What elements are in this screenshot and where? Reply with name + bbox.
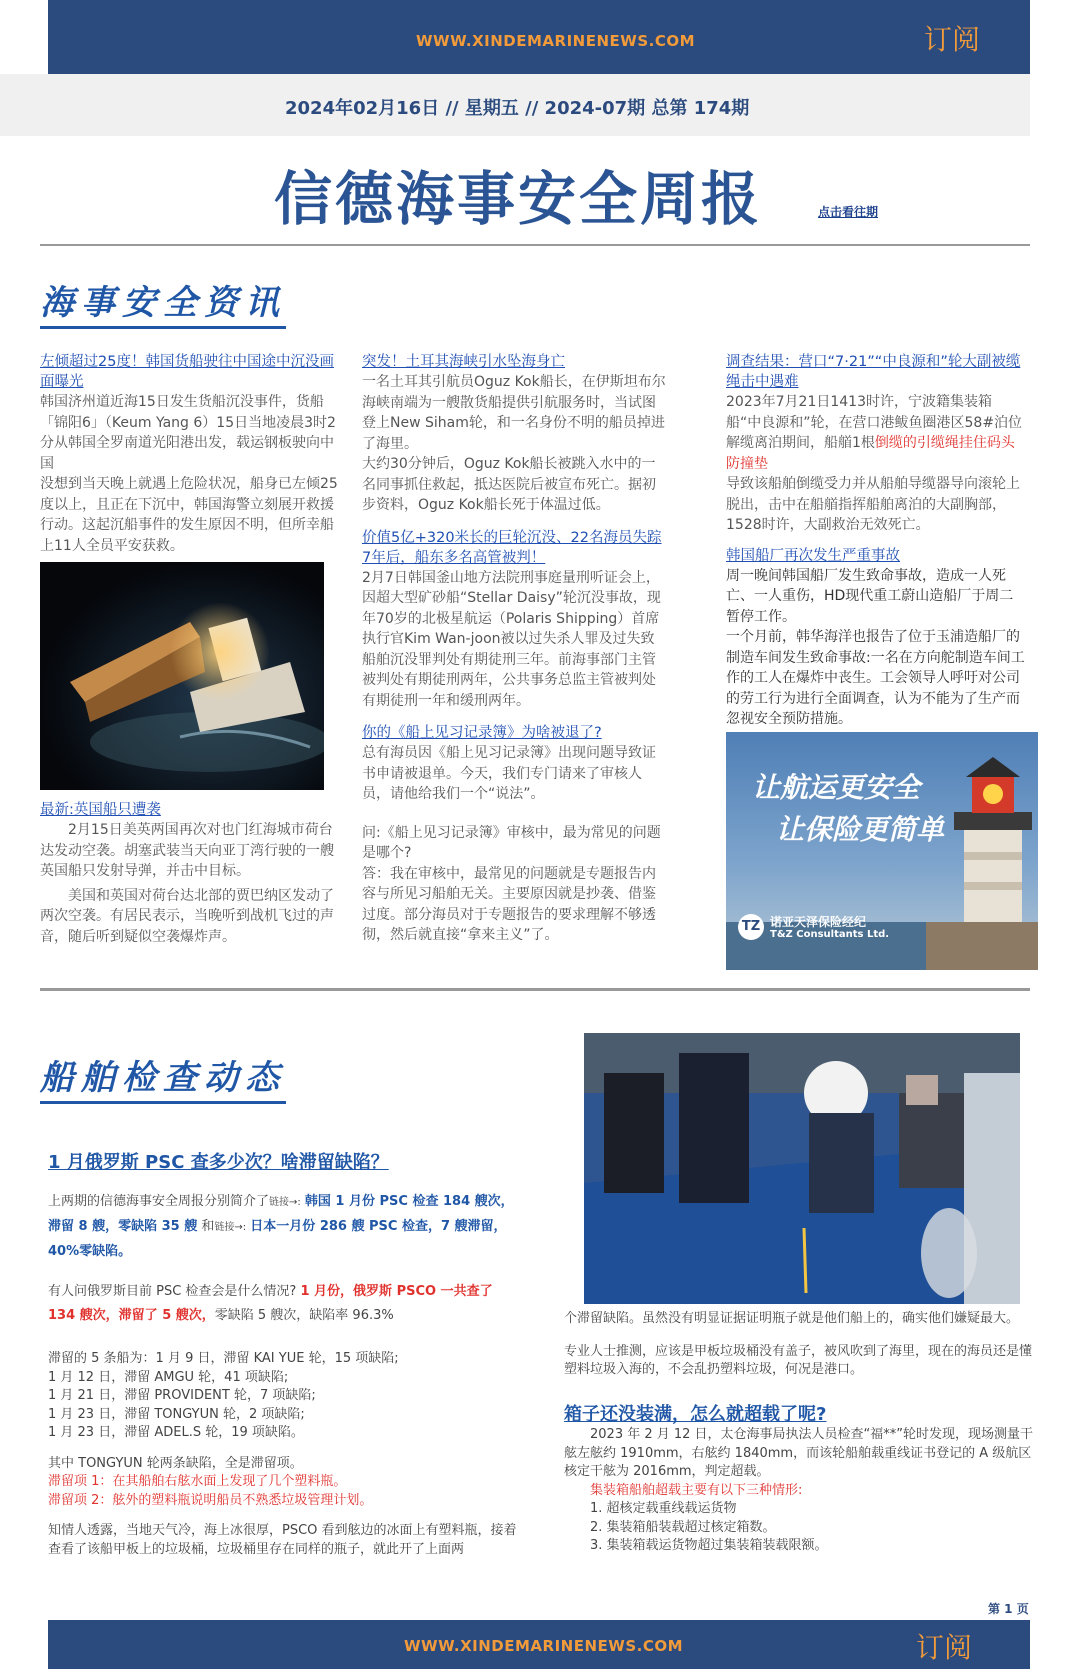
- article-body: 一个月前，韩华海洋也报告了位于玉浦造船厂的制造车间发生致命事故:一名在方向舵制造车间工作的工人在爆炸中丧生。工会领导人呼吁对公司的劳工行为进行全面调查，认为不能为了生产而忽视安全预防措施。: [726, 629, 1025, 727]
- detention-item-1: 滞留项 1：在其船舶右舷水面上发现了几个塑料瓶。: [48, 1474, 347, 1489]
- article-body: 导致该船舶倒缆受力并从船舶导缆器导向滚轮上脱出，击中在船艏指挥船舶离泊的大副胸部，1528时许，大副救治无效死亡。: [726, 476, 1020, 533]
- footer-subscribe-button[interactable]: 订阅: [916, 1631, 973, 1664]
- psc-question-highlight: 1 月份，俄罗斯 PSCO 一共查了 134 艘次，滞留了 5 艘次，: [48, 1284, 493, 1323]
- article-body: 问:《船上见习记录簿》审核中，最为常见的问题是哪个?: [362, 824, 661, 861]
- article-body: 2月7日韩国釜山地方法院刑事庭量刑听证会上，因超大型矿砂船“Stellar Daisy”轮沉没事故，现年70岁的北极星航运（Polaris Shipping）首席执行官Kim Wan-joon被以过失杀人罪及过失致船舶沉没罪判处有期徒刑三年。前海事部门主管被判处有期徒刑两年，公共事务总监主管被判处有期徒刑一年和缓刑两年。: [362, 569, 661, 709]
- article-title-turkey-pilot[interactable]: 突发！土耳其海峡引水坠海身亡: [362, 354, 565, 370]
- header-bar: [48, 0, 1030, 74]
- detained-intro: 滞留的 5 条船为：1 月 9 日，滞留 KAI YUE 轮，15 项缺陷;: [48, 1351, 399, 1366]
- tongyun-note: 其中 TONGYUN 轮两条缺陷，全是滞留项。: [48, 1455, 303, 1471]
- ad-company-cn: 诺亚天泽保险经纪: [770, 915, 867, 929]
- overload-body: [564, 1426, 1034, 1556]
- korea-psc-link[interactable]: 韩国 1 月份 PSC 检查 184 艘次，滞留 8 艘，零缺陷 35 艘: [48, 1194, 514, 1234]
- overload-list-item: 2. 集装箱船装载超过核定箱数。: [590, 1519, 776, 1535]
- expert-speculation: 专业人士推测，应该是甲板垃圾桶没有盖子，被风吹到了海里，现在的海员还是懂塑料垃圾入海的，不会乱扔塑料垃圾，何况是港口。: [564, 1343, 1033, 1377]
- article-body-highlight: 倒缆的引缆绳挂住码头防撞垫: [726, 435, 1015, 472]
- ship-sinking-photo: [40, 562, 324, 790]
- article-body: 周一晚间韩国船厂发生致命事故，造成一人死亡、一人重伤，HD现代重工蔚山造船厂于周二暂停工作。: [726, 567, 1014, 625]
- footer-bar: [48, 1620, 1030, 1669]
- header-url-link[interactable]: WWW.XINDEMARINENEWS.COM: [416, 32, 696, 50]
- article-title-korea-shipyard[interactable]: 韩国船厂再次发生严重事故: [726, 547, 900, 564]
- ad-logo-icon: TZ: [738, 914, 764, 940]
- article-title-yingkou[interactable]: 调查结果：营口“7·21”“中良源和”轮大副被缆绳击中遇难: [726, 354, 1021, 390]
- psc-intro-and: 和: [201, 1219, 215, 1234]
- article-body: 总有海员因《船上见习记录簿》出现问题导致证书申请被退单。今天，我们专门请来了审核人员，请他给我们一个“说法”。: [362, 745, 656, 802]
- inspection-photo: [584, 1033, 1020, 1304]
- overload-list-item: 3. 集装箱载运货物超过集装箱装载限额。: [590, 1538, 828, 1553]
- overload-red-intro: 集装箱船舶超载主要有以下三种情形:: [590, 1482, 803, 1498]
- psc-question-tail: 零缺陷 5 艘次，缺陷率 96.3%: [214, 1308, 394, 1323]
- dateline-band: [0, 74, 1030, 136]
- ad-company-en: T&Z Consultants Ltd.: [770, 929, 890, 940]
- insurance-ad-banner[interactable]: [726, 732, 1038, 970]
- ad-slogan-1: 让航运更安全: [752, 771, 921, 804]
- detained-item: 1 月 21 日，滞留 PROVIDENT 轮，7 项缺陷;: [48, 1388, 316, 1403]
- detained-list: [48, 1350, 518, 1559]
- article-body: 美国和英国对荷台达北部的贾巴纳区发动了两次空袭。有居民表示，当晚听到战机飞过的声音，随后听到疑似空袭爆炸声。: [40, 887, 334, 945]
- japan-psc-link[interactable]: 日本一月份 286 艘 PSC 检查，7 艘滞留，40%零缺陷。: [48, 1219, 507, 1259]
- overload-paragraph: 2023 年 2 月 12 日，太仓海事局执法人员检查“福**”轮时发现，现场测量干舷左舷约 1910mm，右舷约 1840mm，而该轮船舶载重线证书登记的 A 级航区核定干舷为 2016mm，判定超载。: [564, 1427, 1034, 1479]
- informant-story: 知情人透露，当地天气冷，海上冰很厚，PSCO 看到舷边的冰面上有塑料瓶，接着查看了该船甲板上的垃圾桶，垃圾桶里存在同样的瓶子，就此开了上面两: [48, 1523, 517, 1557]
- column-1-bottom: [40, 800, 343, 947]
- header-subscribe-button[interactable]: 订阅: [924, 23, 981, 56]
- psc-intro-text: 上两期的信德海事安全周报分别简介了: [48, 1194, 270, 1209]
- ad-slogan-2: 让保险更简单: [776, 813, 945, 846]
- column-3: [726, 352, 1026, 730]
- divider-top: [40, 244, 1030, 246]
- article-body: [726, 392, 1026, 474]
- article-title-russia-psc[interactable]: 1 月俄罗斯 PSC 查多少次？啥滞留缺陷？: [48, 1152, 389, 1173]
- archive-link[interactable]: 点击看往期: [818, 205, 879, 219]
- article-body-part: 2023年7月21日1413时许，宁波籍集装箱船“中良源和”轮，在营口港鲅鱼圈港区58#泊位解缆离泊期间，船艏1根: [726, 394, 1023, 451]
- detained-item: 1 月 23 日，滞留 ADEL.S 轮，19 项缺陷。: [48, 1425, 304, 1440]
- right-column-text: [564, 1310, 1034, 1380]
- detained-item: 1 月 12 日，滞留 AMGU 轮，41 项缺陷;: [48, 1369, 289, 1385]
- article-body: 2月15日美英两国再次对也门红海城市荷台达发动空袭。胡塞武装当天向亚丁湾行驶的一艘英国船只发射导弹，并击中目标。: [40, 822, 334, 879]
- article-title-overload[interactable]: 箱子还没装满，怎么就超载了呢?: [564, 1404, 827, 1425]
- psc-question: [48, 1280, 518, 1328]
- dateline: 2024年02月16日 // 星期五 // 2024-07期 总第 174期: [285, 98, 750, 119]
- article-body: 韩国济州道近海15日发生货船沉没事件，货船「锦阳6」（Keum Yang 6）15日当地凌晨3时2分从韩国全罗南道光阳港出发，载运钢板驶向中国: [40, 394, 336, 472]
- article-body: 大约30分钟后，Oguz Kok船长被跳入水中的一名同事抓住救起，抵达医院后被宣布死亡。据初步资料，Oguz Kok船长死于体温过低。: [362, 456, 656, 513]
- section-heading-inspection: 船舶检查动态: [40, 1050, 286, 1104]
- detained-item: 1 月 23 日，滞留 TONGYUN 轮，2 项缺陷;: [48, 1406, 305, 1422]
- column-2: [362, 352, 668, 946]
- article-title-training-record[interactable]: 你的《船上见习记录簿》为啥被退了?: [362, 725, 602, 741]
- page-title: 信德海事安全周报: [274, 165, 763, 233]
- story-continued: 个滞留缺陷。虽然没有明显证据证明瓶子就是他们船上的，确实他们嫌疑最大。: [564, 1311, 1020, 1326]
- psc-question-text: 有人问俄罗斯目前 PSC 检查会是什么情况?: [48, 1284, 297, 1299]
- link-label: 链接→:: [269, 1197, 301, 1208]
- overload-list-item: 1. 超核定载重线载运货物: [590, 1501, 737, 1516]
- psc-intro: [48, 1190, 518, 1264]
- page-number: 第 1 页: [988, 1602, 1029, 1616]
- section-heading-news: 海事安全资讯: [40, 275, 286, 329]
- article-body: 答：我在审核中，最常见的问题就是专题报告内容与所见习船舶无关。主要原因就是抄袭、借鉴过度。部分海员对于专题报告的要求理解不够透彻，然后就直接“拿来主义”了。: [362, 865, 656, 943]
- column-1: [40, 352, 343, 556]
- footer-url-link[interactable]: WWW.XINDEMARINENEWS.COM: [404, 1637, 684, 1655]
- article-body: 一名土耳其引航员Oguz Kok船长，在伊斯坦布尔海峡南端为一艘散货船提供引航服务时，当试图登上New Siham轮，和一名身份不明的船员掉进了海里。: [362, 374, 666, 452]
- detention-item-2: 滞留项 2：舷外的塑料瓶说明船员不熟悉垃圾管理计划。: [48, 1492, 373, 1508]
- divider-middle: [40, 988, 1030, 991]
- article-title-keum-yang[interactable]: 左倾超过25度！韩国货船驶往中国途中沉没画面曝光: [40, 354, 334, 390]
- link-label: 链接→:: [214, 1222, 247, 1233]
- article-body: 没想到当天晚上就遇上危险状况，船身已左倾25度以上，且正在下沉中，韩国海警立刻展开救援行动。这起沉船事件的发生原因不明，但所幸船上11人全员平安获救。: [40, 476, 338, 554]
- article-title-stellar-daisy[interactable]: 价值5亿+320米长的巨轮沉没、22名海员失踪7年后，船东多名高管被判！: [362, 529, 662, 566]
- article-title-uk-ship[interactable]: 最新:英国船只遭袭: [40, 802, 161, 818]
